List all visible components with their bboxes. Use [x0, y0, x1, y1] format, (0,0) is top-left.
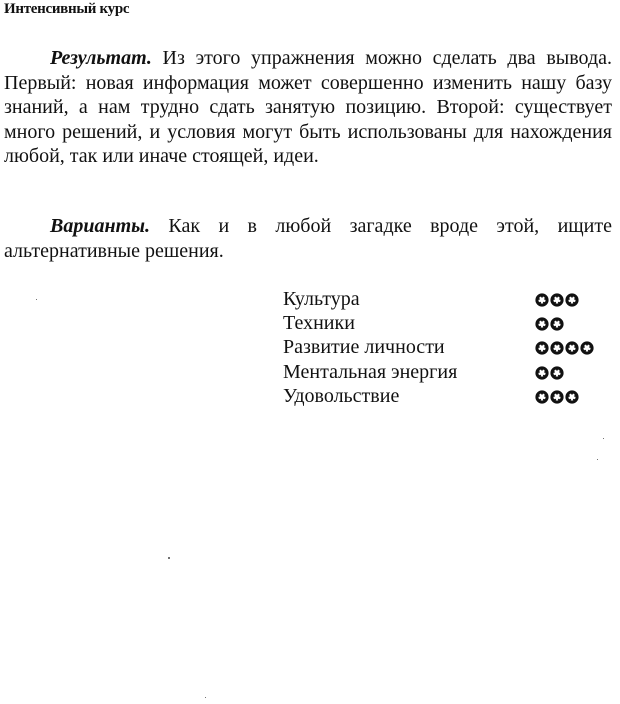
- rating-circle-icon: [550, 341, 564, 355]
- scan-speck: [168, 557, 170, 559]
- scan-speck: [597, 459, 598, 460]
- rating-marks: [535, 293, 579, 307]
- rating-row-techniques: [283, 311, 618, 335]
- rating-label: Техники: [283, 312, 355, 335]
- paragraph-lead: Результат.: [50, 47, 152, 69]
- rating-label: Удовольствие: [283, 384, 400, 407]
- rating-circle-icon: [535, 293, 549, 307]
- rating-row-personal-growth: [283, 335, 618, 359]
- paragraph-body: Как и в любой загадке вроде этой, ищите альтернативные решения.: [4, 215, 612, 262]
- rating-circle-icon: [565, 390, 579, 404]
- rating-circle-icon: [535, 390, 549, 404]
- paragraph-body: Из этого упражнения можно сделать два вывода. Первый: новая информация может совершенно изменить нашу базу знаний, а нам трудно сдать занятую позицию. Второй: существует много решений, и условия могут быть использованы для нахождения любой, так или иначе стоящей, идеи.: [4, 47, 612, 167]
- rating-marks: [535, 390, 579, 404]
- paragraph-lead: Варианты.: [50, 215, 150, 237]
- rating-row-pleasure: [283, 384, 618, 408]
- rating-circle-icon: [535, 366, 549, 380]
- rating-circle-icon: [580, 341, 594, 355]
- rating-circle-icon: [535, 341, 549, 355]
- rating-marks: [535, 366, 564, 380]
- rating-label: Ментальная энергия: [283, 360, 458, 383]
- rating-circle-icon: [535, 317, 549, 331]
- rating-marks: [535, 341, 594, 355]
- scan-speck: [36, 299, 37, 300]
- scan-speck: [205, 697, 206, 698]
- rating-row-mental-energy: [283, 360, 618, 384]
- rating-label: Культура: [283, 288, 360, 310]
- result-paragraph: [4, 46, 612, 169]
- rating-row-culture: [283, 287, 618, 311]
- rating-circle-icon: [550, 390, 564, 404]
- rating-marks: [535, 317, 564, 331]
- scan-speck: [603, 438, 604, 439]
- rating-label: Развитие личности: [283, 336, 445, 359]
- ratings-table: [283, 287, 618, 408]
- rating-circle-icon: [550, 317, 564, 331]
- rating-circle-icon: [565, 341, 579, 355]
- rating-circle-icon: [565, 293, 579, 307]
- rating-circle-icon: [550, 293, 564, 307]
- rating-circle-icon: [550, 366, 564, 380]
- variants-paragraph: [4, 214, 612, 263]
- running-head: Интенсивный курс: [4, 1, 130, 17]
